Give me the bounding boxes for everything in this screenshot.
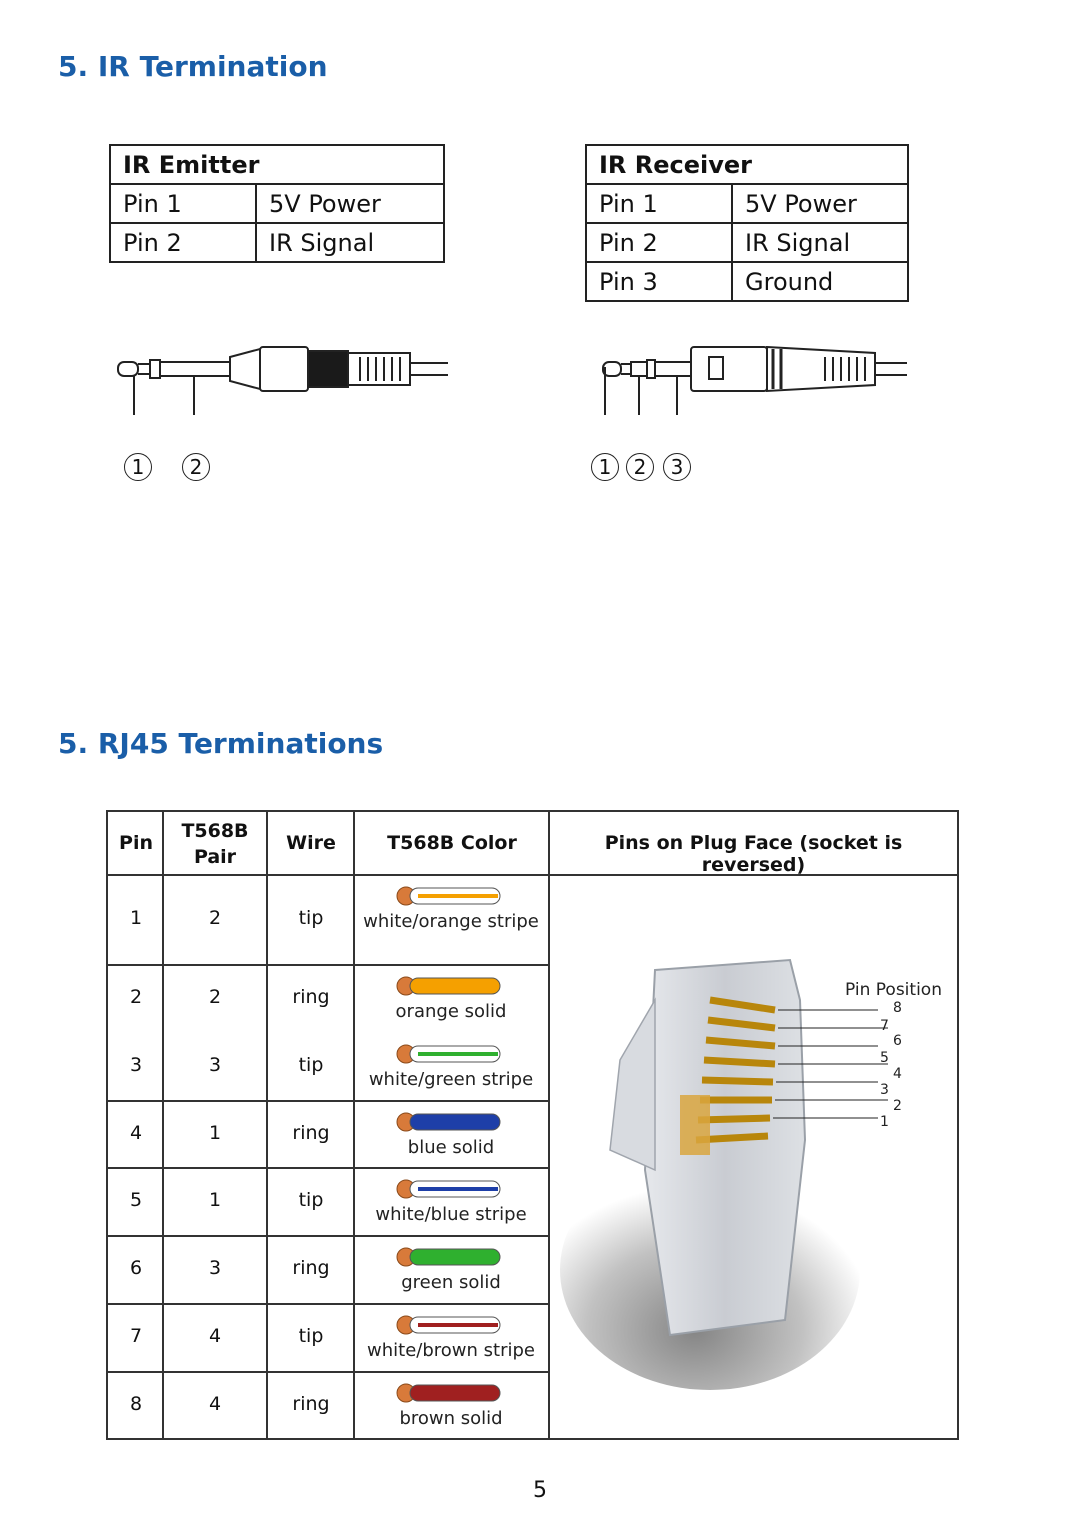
wire-color-swatch: [396, 1245, 506, 1269]
table-row: [586, 262, 908, 301]
pin-number: 8: [893, 1000, 902, 1016]
wire-color-label: brown solid: [399, 1408, 503, 1429]
rj45-plug-illustration: [560, 940, 950, 1390]
pin-cell: 2: [129, 986, 143, 1008]
pin-number: 2: [893, 1098, 902, 1114]
wire-cell: tip: [298, 1054, 324, 1076]
header-wire: Wire: [286, 832, 336, 854]
table-title: IR Receiver: [586, 145, 908, 184]
stereo-plug-illustration: [585, 335, 915, 415]
wire-color-label: white/blue stripe: [375, 1204, 527, 1225]
mono-plug-illustration: [110, 335, 455, 415]
wire-cell: ring: [292, 1121, 330, 1144]
header-pin: Pin: [119, 832, 153, 854]
pin-cell: 3: [129, 1054, 143, 1076]
pair-cell: 4: [208, 1392, 222, 1415]
pin-cell: 6: [129, 1257, 143, 1279]
wire-cell: tip: [298, 907, 324, 929]
table-title: IR Emitter: [110, 145, 444, 184]
header-plug-face: Pins on Plug Face (socket is reversed): [604, 832, 903, 876]
pin-cell: Pin 1: [586, 184, 732, 223]
pin-number: 6: [893, 1033, 902, 1049]
wire-color-swatch: [396, 1381, 506, 1405]
pin-cell: 4: [129, 1121, 143, 1144]
pair-cell: 3: [208, 1257, 222, 1279]
pin-cell: 8: [129, 1392, 143, 1415]
wire-color-swatch: [396, 884, 506, 908]
pair-cell: 3: [208, 1054, 222, 1076]
wire-color-swatch: [396, 1110, 506, 1134]
wire-cell: ring: [292, 1392, 330, 1415]
wire-color-swatch: [396, 1313, 506, 1337]
pin-cell: 7: [129, 1325, 143, 1347]
wire-cell: tip: [298, 1325, 324, 1347]
callout-2: 2: [626, 453, 654, 481]
function-cell: IR Signal: [732, 223, 908, 262]
pin-cell: Pin 3: [586, 262, 732, 301]
pin-number: 7: [880, 1018, 889, 1034]
pin-number: 1: [880, 1114, 889, 1130]
wire-cell: tip: [298, 1189, 324, 1211]
function-cell: 5V Power: [732, 184, 908, 223]
pin-cell: Pin 2: [586, 223, 732, 262]
pair-cell: 1: [208, 1189, 222, 1211]
wire-color-label: white/orange stripe: [363, 911, 539, 932]
section-heading-rj45: 5. RJ45 Terminations: [58, 727, 384, 760]
table-row: [110, 184, 444, 223]
table-row: [586, 223, 908, 262]
wire-cell: ring: [292, 986, 330, 1008]
table-row: [586, 184, 908, 223]
section-heading-ir: 5. IR Termination: [58, 50, 328, 83]
function-cell: 5V Power: [256, 184, 444, 223]
pin-number: 4: [893, 1066, 902, 1082]
pin-number: 5: [880, 1050, 889, 1066]
pin-number: 3: [880, 1082, 889, 1098]
ir-receiver-table: [585, 144, 909, 302]
wire-color-label: orange solid: [395, 1001, 507, 1022]
header-color: T568B Color: [387, 832, 517, 854]
pair-cell: 4: [208, 1325, 222, 1347]
pin-cell: 5: [129, 1189, 143, 1211]
pin-cell: Pin 1: [110, 184, 256, 223]
ir-emitter-table: [109, 144, 445, 263]
wire-cell: ring: [292, 1257, 330, 1279]
table-row: [110, 223, 444, 262]
pin-cell: 1: [129, 907, 143, 929]
callout-3: 3: [663, 453, 691, 481]
pair-cell: 2: [208, 907, 222, 929]
wire-color-swatch: [396, 974, 506, 998]
pair-cell: 2: [208, 986, 222, 1008]
wire-color-label: blue solid: [407, 1137, 495, 1158]
wire-color-swatch: [396, 1177, 506, 1201]
callout-2: 2: [182, 453, 210, 481]
wire-color-label: white/brown stripe: [367, 1340, 535, 1361]
page-number: 5: [533, 1478, 547, 1503]
callout-1: 1: [124, 453, 152, 481]
wire-color-label: white/green stripe: [368, 1069, 534, 1090]
pin-cell: Pin 2: [110, 223, 256, 262]
header-pair: T568B Pair: [181, 820, 249, 868]
function-cell: Ground: [732, 262, 908, 301]
function-cell: IR Signal: [256, 223, 444, 262]
pin-position-label: Pin Position: [845, 980, 942, 1000]
wire-color-swatch: [396, 1042, 506, 1066]
callout-1: 1: [591, 453, 619, 481]
pair-cell: 1: [208, 1121, 222, 1144]
wire-color-label: green solid: [401, 1272, 501, 1293]
